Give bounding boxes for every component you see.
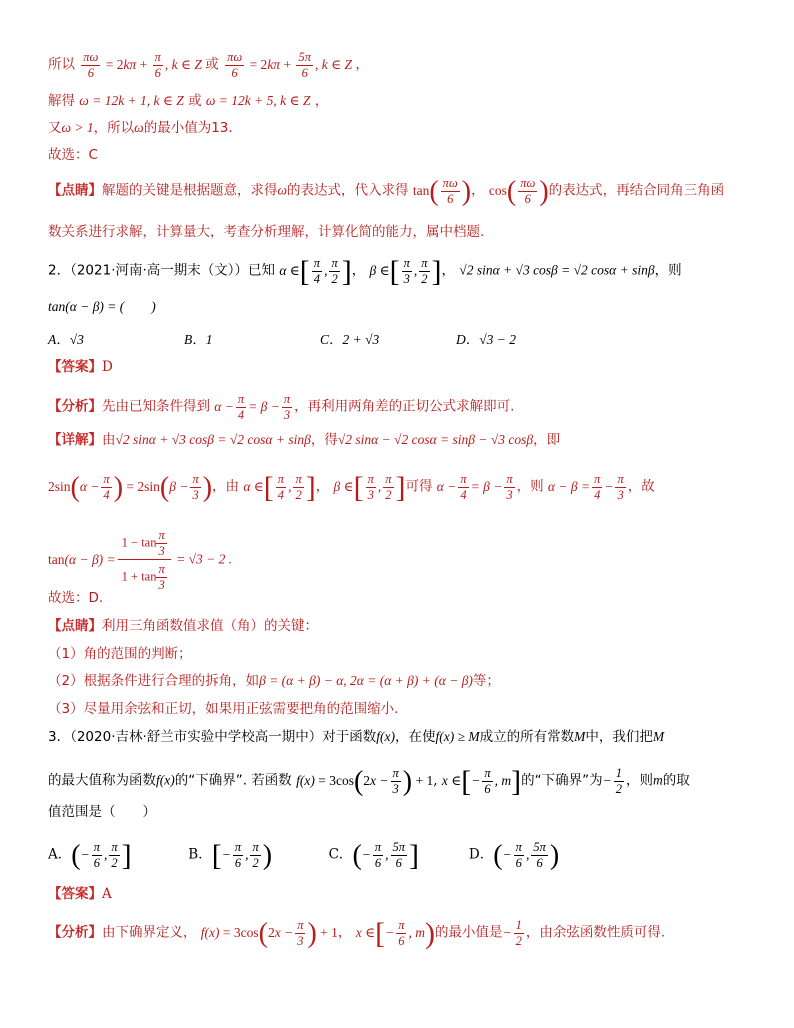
equation-1: √2 sinα + √3 cosβ = √2 cosα + sinβ xyxy=(115,432,311,447)
choice-a-label: A． xyxy=(48,846,72,863)
text-c: 的最小值为13. xyxy=(143,120,233,136)
text-2: 的表达式，代入求得 xyxy=(287,182,409,199)
min-value: − $\frac{1}{2}$ xyxy=(502,918,522,948)
choice-d[interactable]: D．√3 − 2 xyxy=(456,332,517,347)
m-var-2: M xyxy=(652,729,665,744)
text-prefix: 解得 xyxy=(48,93,75,109)
function-def: f(x) = 3cos(2x − $\frac{\pi}{3}$ ) + 1 xyxy=(296,765,434,797)
tip-2-item-3: （3）尽量用余弦和正切，如果用正弦需要把角的范围缩小. xyxy=(48,701,399,717)
text-3: 的最小值是 xyxy=(434,924,503,941)
question-2-head: 2．（2021·河南·高一期末（文））已知 xyxy=(48,262,276,279)
function-def-2: f(x) = 3cos(2x − $\frac{\pi}{3}$ ) + 1 xyxy=(200,917,338,949)
question-3-line-1 xyxy=(48,727,664,747)
text-1: 由下确界定义， xyxy=(102,924,197,941)
solution-line-2 xyxy=(48,91,328,111)
text-a: （2）根据条件进行合理的拆角，如 xyxy=(48,673,260,689)
question-3-choices xyxy=(48,840,605,871)
tan-expression: tan( $\frac{\pi\omega}{6}$ ) xyxy=(412,175,472,207)
text-a: 的最大值称为函数 xyxy=(48,772,156,789)
text-2: ， xyxy=(337,924,352,941)
text-2: ，得 xyxy=(310,432,338,448)
cos-expression: cos( $\frac{\pi\omega}{6}$ ) xyxy=(488,175,549,207)
question-3-head: 3．（2020·吉林·舒兰市实验中学校高一期中）对于函数 xyxy=(48,729,377,745)
text-end: ， xyxy=(355,56,369,73)
text-2: ， xyxy=(441,262,455,279)
text-a: ，由 xyxy=(212,478,240,495)
question-2-choices xyxy=(48,330,592,350)
text-b: ， xyxy=(315,478,330,495)
text-e: 的取 xyxy=(662,772,690,789)
choice-b-label: B． xyxy=(188,846,212,863)
text-3: ， xyxy=(471,182,485,199)
analysis-2 xyxy=(48,392,514,423)
question-2 xyxy=(48,256,682,287)
text-3: ，则 xyxy=(654,262,682,279)
detail-2-line-3 xyxy=(48,528,232,593)
text-1: 先由已知条件得到 xyxy=(102,398,210,415)
text-or: 或 xyxy=(205,56,219,73)
answer-3 xyxy=(48,884,112,904)
diff-equation: α − β = $\frac{\pi}{4}$ − $\frac{\pi}{3}$ xyxy=(547,472,624,502)
equation-2: √2 sinα − √2 cosα = sinβ − √3 cosβ xyxy=(337,432,534,447)
tip-tag: 【点睛】 xyxy=(48,182,102,199)
text-c: 的“下确界”为 xyxy=(521,772,603,789)
answer-tag: 【答案】 xyxy=(48,886,102,902)
text-c: 等； xyxy=(472,673,500,689)
given-equation: √2 sinα + √3 cosβ = √2 cosα + sinβ xyxy=(459,262,655,278)
equation-2: $\frac{\pi\omega}{6}$ = 2kπ + $\frac{5\pi}{6}$ , k ∈ Z xyxy=(227,50,356,80)
domain: x ∈[− $\frac{\pi}{6}$ , m] xyxy=(441,764,522,798)
tan-result: tan(α − β) = 1 − tan $\frac{\pi}{3}$ 1 + tan $\frac{\pi}{3}$ xyxy=(48,552,173,567)
text-end: ， xyxy=(314,93,329,109)
answer-tag: 【答案】 xyxy=(48,359,102,375)
text-d: ，则 xyxy=(516,478,544,495)
tip-line-1 xyxy=(48,176,724,207)
choice-d[interactable]: D．(− $\frac{\pi}{6}$ , $\frac{5\pi}{6}$ ) xyxy=(468,839,560,871)
variable: ω xyxy=(134,120,144,135)
solution-line-3 xyxy=(48,118,233,138)
text-1: 解题的关键是根据题意，求得 xyxy=(102,182,278,199)
beta-range: β ∈[ $\frac{\pi}{3}$ , $\frac{\pi}{2}$ ] xyxy=(369,254,442,288)
m-var: M xyxy=(574,729,586,744)
tip-2-line-1 xyxy=(48,616,318,636)
analysis-tag: 【分析】 xyxy=(48,398,102,415)
m-variable: m xyxy=(652,772,663,788)
text-4: ，由余弦函数性质可得. xyxy=(525,924,666,941)
select-d: 故选：D. xyxy=(48,590,104,606)
answer-value: A xyxy=(102,886,112,902)
beta-range-2: β ∈[ $\frac{\pi}{3}$ , $\frac{\pi}{2}$ ] xyxy=(333,470,406,504)
text-2: 成立的所有常数 xyxy=(479,729,575,745)
domain-2: x ∈[− $\frac{\pi}{6}$ , m) xyxy=(355,916,435,950)
result-value: = √3 − 2 . xyxy=(172,551,233,567)
text-b: 的“下确界”. 若函数 xyxy=(174,772,292,789)
choice-a[interactable]: A．√3 xyxy=(48,332,84,347)
analysis-equation: α − $\frac{\pi}{4}$ = β − $\frac{\pi}{3}$ xyxy=(214,392,291,422)
text-a: 又 xyxy=(48,120,62,136)
equation-1: ω = 12k + 1, k ∈ Z xyxy=(79,93,184,108)
angle-split: β = (α + β) − α, 2α = (α + β) + (α − β) xyxy=(259,673,473,688)
text-c: 可得 xyxy=(405,478,433,495)
choice-c[interactable]: C．(− $\frac{\pi}{6}$ , $\frac{5\pi}{6}$ ] xyxy=(328,838,420,872)
text-1: ，在使 xyxy=(395,729,436,745)
answer-2 xyxy=(48,357,113,377)
lower-bound: − $\frac{1}{2}$ xyxy=(602,766,622,796)
tip-2-item-2 xyxy=(48,671,500,691)
equal-equation: α − $\frac{\pi}{4}$ = β − $\frac{\pi}{3}$ xyxy=(436,472,513,502)
alpha-range: α ∈[ $\frac{\pi}{4}$ , $\frac{\pi}{2}$ ] xyxy=(279,254,352,288)
equation-1: $\frac{\pi\omega}{6}$ = 2kπ + $\frac{\pi}{6}$ , k ∈ Z xyxy=(83,50,206,80)
choice-c-label: C． xyxy=(328,846,353,863)
tip-tag: 【点睛】 xyxy=(48,618,102,634)
answer-value: D xyxy=(102,359,113,375)
inequality: f(x) ≥ M xyxy=(435,729,480,744)
fx-2: f(x) xyxy=(156,772,175,788)
tip-text: 利用三角函数值求值（角）的关键： xyxy=(102,618,318,634)
sin-equation: 2sin(α − $\frac{\pi}{4}$ ) = 2sin(β − $\frac{\pi}{3}$ ) xyxy=(48,471,213,503)
equation-2: ω = 12k + 5, k ∈ Z xyxy=(205,93,311,108)
analysis-3 xyxy=(48,918,665,949)
fx: f(x) xyxy=(376,729,396,744)
alpha-range-2: α ∈[ $\frac{\pi}{4}$ , $\frac{\pi}{2}$ ] xyxy=(243,470,316,504)
analysis-tag: 【分析】 xyxy=(48,924,102,941)
question-3-line-3: 值范围是（ ） xyxy=(48,804,156,820)
text-1: 由 xyxy=(102,432,116,448)
choice-b[interactable]: B．1 xyxy=(184,332,213,347)
choice-b[interactable]: B．[− $\frac{\pi}{6}$ , $\frac{\pi}{2}$ ) xyxy=(188,838,273,872)
text-4: 的表达式，再结合同角三角函 xyxy=(548,182,725,199)
detail-2-line-1 xyxy=(48,430,560,450)
variable: ω xyxy=(277,182,288,198)
condition: ω > 1 xyxy=(61,120,94,135)
question-3-line-2: 的最大值称为函数f(x)的“下确界”. 若函数 f(x) = 3cos(2x − $\frac{\pi}{3}$ ) + 1, x ∈[− $\frac{\pi}{6}$ , m]的“下确界”为− $\frac{1}{2}$ ，则m的取 xyxy=(48,764,690,798)
choice-c[interactable]: C．2 + √3 xyxy=(320,332,380,347)
question-2-line-2: tan(α − β) = ( ) xyxy=(48,299,156,314)
text-or: 或 xyxy=(188,93,202,109)
tip-line-2: 数关系进行求解，计算量大，考查分析理解，计算化简的能力，属中档题. xyxy=(48,224,485,240)
detail-2-line-2 xyxy=(48,472,655,503)
detail-tag: 【详解】 xyxy=(48,432,102,448)
text-e: ，故 xyxy=(627,478,655,495)
text-2: ，再利用两角差的正切公式求解即可. xyxy=(294,398,515,415)
choice-d-label: D． xyxy=(468,846,494,863)
solution-line-1 xyxy=(48,50,369,81)
tip-2-item-1: （1）角的范围的判断； xyxy=(48,646,192,662)
text-3: 中，我们把 xyxy=(585,729,653,745)
choice-a[interactable]: A．(− $\frac{\pi}{6}$ , $\frac{\pi}{2}$ ] xyxy=(48,838,132,872)
text-d: ，则 xyxy=(625,772,653,789)
text-1: ， xyxy=(351,262,366,279)
text-prefix: 所以 xyxy=(48,56,75,73)
text-3: ，即 xyxy=(533,432,561,448)
select-c: 故选：C xyxy=(48,147,98,163)
text-b: ，所以 xyxy=(93,120,135,136)
